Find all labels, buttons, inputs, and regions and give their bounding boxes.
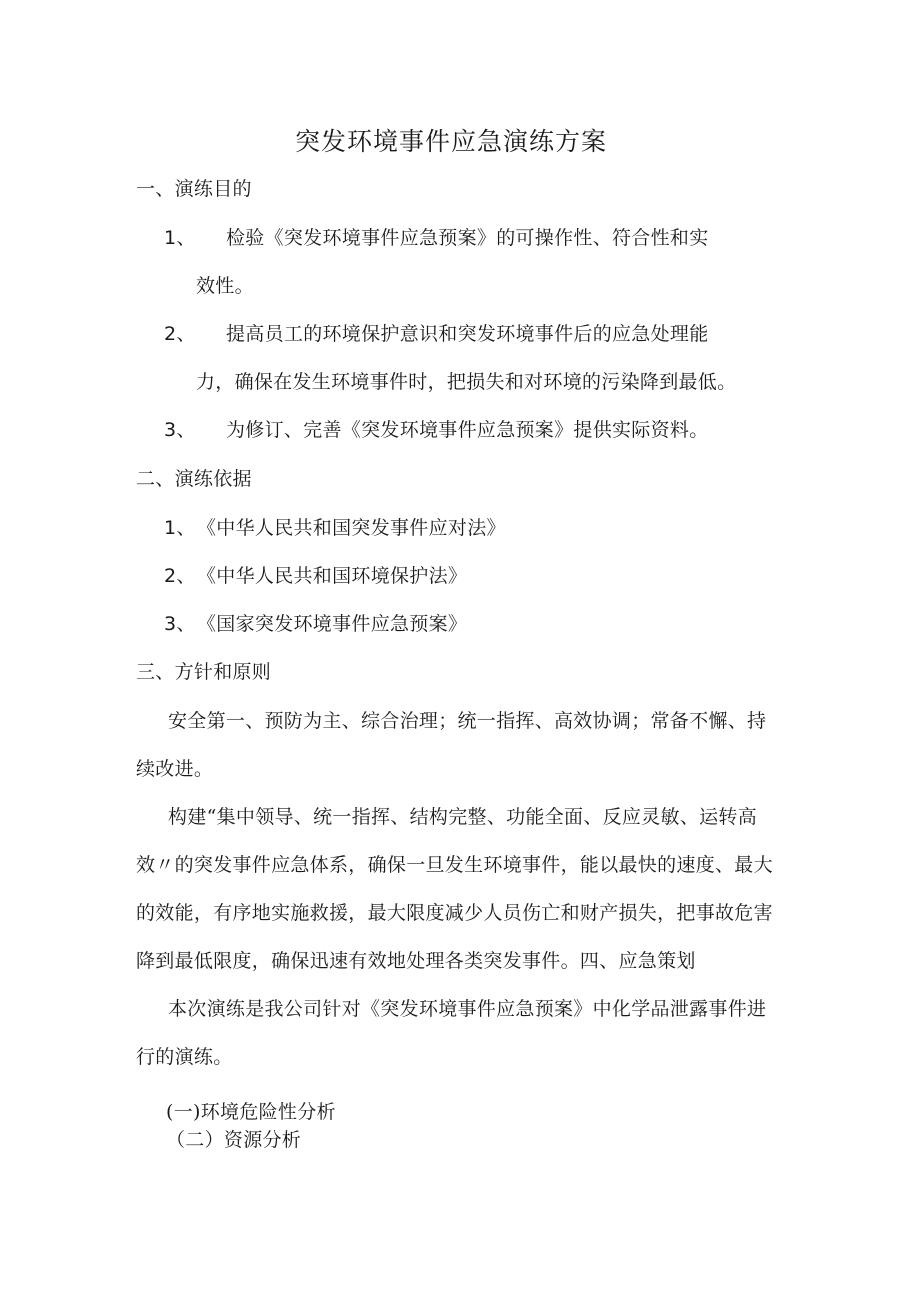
subsection-1-heading: (一)环境危险性分析 bbox=[166, 1101, 336, 1123]
section-3-paragraph-3-line1: 本次演练是我公司针对《突发环境事件应急预案》中化学品泄露事件进 bbox=[168, 998, 767, 1020]
subsection-2-heading: （二）资源分析 bbox=[166, 1129, 302, 1151]
section-1-item-1-line2: 效性。 bbox=[196, 275, 254, 297]
section-2-heading: 二、演练依据 bbox=[136, 468, 252, 490]
section-3-paragraph-1-line1: 安全第一、预防为主、综合治理；统一指挥、高效协调；常备不懈、持 bbox=[168, 710, 767, 732]
section-1-heading: 一、演练目的 bbox=[136, 178, 252, 200]
section-1-item-1-line1: 检验《突发环境事件应急预案》的可操作性、符合性和实 bbox=[226, 227, 709, 249]
section-3-paragraph-2-line3: 的效能，有序地实施救援，最大限度减少人员伤亡和财产损失，把事故危害 bbox=[136, 902, 773, 924]
section-1-item-2-number: 2、 bbox=[164, 323, 196, 345]
section-3-heading: 三、方针和原则 bbox=[136, 661, 272, 683]
section-3-paragraph-2-line1: 构建“集中领导、统一指挥、结构完整、功能全面、反应灵敏、运转高 bbox=[168, 806, 758, 828]
section-2-item-3-number: 3、 bbox=[164, 613, 196, 635]
section-3-paragraph-2-line4: 降到最低限度，确保迅速有效地处理各类突发事件。四、应急策划 bbox=[136, 950, 696, 972]
section-3-paragraph-3-line2: 行的演练。 bbox=[136, 1046, 233, 1068]
section-3-paragraph-1-line2: 续改进。 bbox=[136, 758, 214, 780]
section-1-item-1-number: 1、 bbox=[164, 227, 196, 249]
section-2-item-3-text: 《国家突发环境事件应急预案》 bbox=[197, 613, 468, 635]
document-title: 突发环境事件应急演练方案 bbox=[295, 127, 608, 156]
section-2-item-2-text: 《中华人民共和国环境保护法》 bbox=[197, 565, 468, 587]
section-3-paragraph-2-line2: 效〃的突发事件应急体系，确保一旦发生环境事件，能以最快的速度、最大 bbox=[136, 854, 773, 876]
section-1-item-2-line2: 力，确保在发生环境事件时，把损失和对环境的污染降到最低。 bbox=[196, 371, 737, 393]
section-1-item-3-number: 3、 bbox=[164, 419, 196, 441]
section-1-item-2-line1: 提高员工的环境保护意识和突发环境事件后的应急处理能 bbox=[226, 323, 709, 345]
section-2-item-1-text: 《中华人民共和国突发事件应对法》 bbox=[197, 517, 506, 539]
section-1-item-3-line1: 为修订、完善《突发环境事件应急预案》提供实际资料。 bbox=[226, 419, 709, 441]
section-2-item-1-number: 1、 bbox=[164, 517, 196, 539]
section-2-item-2-number: 2、 bbox=[164, 565, 196, 587]
